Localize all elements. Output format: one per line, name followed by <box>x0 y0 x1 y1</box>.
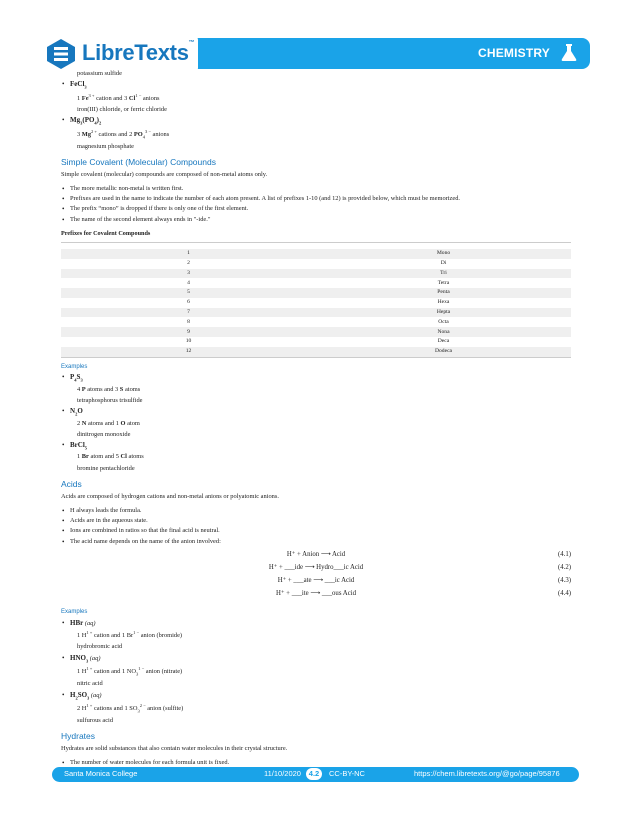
acid-name: nitric acid <box>77 680 103 688</box>
acid-name: sulfurous acid <box>77 717 114 725</box>
prefix-name-cell: Dodeca <box>316 347 571 357</box>
prefix-number-cell: 9 <box>61 327 316 337</box>
atom-description: 1 Br atom and 5 Cl atoms <box>77 453 144 461</box>
section-heading-hydrates: Hydrates <box>61 731 96 742</box>
prefix-table <box>61 242 571 358</box>
line-potassium-sulfide: potassium sulfide <box>77 70 122 77</box>
list-item: • FeCl$_3$ <box>61 80 571 90</box>
ion-description: 1 $Fe^{3 +}$ cation and 3 $Cl^{1 -}$ anions <box>77 92 160 102</box>
ion-description: 2 $H^{1 +}$ cations and 1 $SO_3^{2 -}$ anion (sulfite) <box>77 702 184 714</box>
prefix-name-cell: Octa <box>438 318 449 325</box>
examples-label: Examples <box>61 608 88 615</box>
prefix-name-cell: Tri <box>316 269 571 279</box>
prefix-name-cell: Deca <box>437 338 450 345</box>
compound-name: magnesium phosphate <box>77 142 134 150</box>
prefix-name-cell: Di <box>440 259 447 266</box>
list-item: • BrCl$_5$ <box>61 441 571 451</box>
equation: H⁺ + ___ate ⟶ ___ic Acid (4.3) <box>277 576 571 584</box>
page-content <box>61 70 571 769</box>
flask-icon <box>558 41 580 63</box>
table-row <box>61 259 571 269</box>
ion-description: 3 $Mg^{2 +}$ cations and 2 $PO_4^{3 -}$ anions <box>77 128 170 139</box>
prefix-number-cell: 7 <box>61 308 316 318</box>
equation: H⁺ + ___ide ⟶ Hydro___ic Acid (4.2) <box>268 563 571 571</box>
equation: H⁺ + ___ite ⟶ ___ous Acid (4.4) <box>275 589 571 597</box>
table-row <box>61 249 571 259</box>
prefix-name-cell: Hexa <box>437 299 450 306</box>
prefix-number-cell: 12 <box>61 347 316 357</box>
table-row <box>61 327 571 337</box>
rule-item: • The prefix “mono” is dropped if there is only one of the first element. <box>61 205 571 213</box>
table-row <box>61 337 571 347</box>
section-intro: Simple covalent (molecular) compounds are composed of non-metal atoms only. <box>61 171 268 179</box>
compound-name: iron(III) chloride, or ferric chloride <box>77 106 167 114</box>
list-item: • $P_4S_3$ <box>61 373 571 383</box>
footer-date: 11/10/2020 <box>264 769 301 778</box>
compound-name: dinitrogen monoxide <box>77 430 131 438</box>
rule-item: • H always leads the formula. <box>61 507 571 515</box>
prefix-name-cell: Penta <box>316 288 571 298</box>
footer-url-link[interactable]: https://chem.libretexts.org/@go/page/95876 <box>414 769 560 778</box>
prefix-number-cell: 3 <box>61 269 316 279</box>
rule-item: • The acid name depends on the name of the anion involved: <box>61 538 571 546</box>
list-item: • $H_2SO_3$ (aq) <box>61 691 571 701</box>
brand-name: LibreTexts™ <box>82 40 195 65</box>
table-title: Prefixes for Covalent Compounds <box>61 229 151 237</box>
libretexts-logo-icon <box>44 38 78 70</box>
section-intro: Acids are composed of hydrogen cations and non-metal anions or polyatomic anions. <box>61 493 279 501</box>
ion-description: 1 $H^{1 +}$ cation and 1 $NO_3^{1 -}$ anion (nitrate) <box>77 665 183 677</box>
page-footer <box>52 767 579 782</box>
rule-item: • Acids are in the aqueous state. <box>61 517 571 525</box>
rule-item: • The name of the second element always ends in "-ide." <box>61 216 571 224</box>
rule-item: • Prefixes are used in the name to indicate the number of each atom present. A list of prefixes 1-10 (and 12) is provided below, which must be memorized. <box>61 195 571 203</box>
atom-description: 4 P atoms and 3 S atoms <box>77 385 141 393</box>
table-row <box>61 269 571 279</box>
rule-item: • The more metallic non-metal is written first. <box>61 185 571 193</box>
equation: H⁺ + Anion ⟶ Acid (4.1) <box>286 550 571 558</box>
compound-name: bromine pentachloride <box>77 464 135 472</box>
prefix-number-cell: 2 <box>187 259 190 266</box>
list-item: • HBr (aq) <box>61 619 571 628</box>
ion-description: 1 $H^{1 +}$ cation and 1 $Br^{1 -}$ anion (bromide) <box>77 629 183 640</box>
acid-name: hydrobromic acid <box>77 643 123 651</box>
table-row <box>61 298 571 308</box>
table-row <box>61 317 571 327</box>
prefix-name-cell: Mono <box>316 249 571 259</box>
table-row <box>61 288 571 298</box>
page-number-badge: 4.2 <box>306 768 322 780</box>
atom-description: 2 N atoms and 1 O atom <box>77 419 140 427</box>
table-row <box>61 308 571 318</box>
examples-label: Examples <box>61 363 88 370</box>
category-label[interactable]: CHEMISTRY <box>477 46 550 60</box>
prefix-number-cell: 5 <box>61 288 316 298</box>
prefix-name-cell: Hepta <box>316 308 571 318</box>
prefix-number-cell: 1 <box>61 249 316 259</box>
rule-item: • Ions are combined in ratios so that the final acid is neutral. <box>61 527 571 535</box>
table-row <box>61 347 571 357</box>
list-item: • $N_2O$ <box>61 407 571 417</box>
list-item: • $HNO_3$ (aq) <box>61 654 571 664</box>
section-intro: Hydrates are solid substances that also contain water molecules in their crystal structure. <box>61 745 288 753</box>
footer-institution: Santa Monica College <box>64 769 138 778</box>
rule-item: • The number of water molecules for each formula unit is fixed. <box>61 759 571 767</box>
footer-license[interactable]: CC-BY-NC <box>329 769 365 778</box>
prefix-number-cell: 10 <box>185 338 192 345</box>
page-header <box>0 0 630 76</box>
compound-name: tetraphosphorus trisulfide <box>77 397 143 405</box>
prefix-name-cell: Tetra <box>437 279 450 286</box>
prefix-number-cell: 6 <box>187 299 190 306</box>
prefix-name-cell: Nona <box>316 327 571 337</box>
libretexts-logo[interactable] <box>38 36 198 72</box>
prefix-number-cell: 8 <box>187 318 190 325</box>
list-item: • $Mg_3(PO_4)_2$ <box>61 116 571 126</box>
section-heading-acids: Acids <box>61 479 82 490</box>
prefix-number-cell: 4 <box>187 279 190 286</box>
section-heading-covalent: Simple Covalent (Molecular) Compounds <box>61 157 216 168</box>
table-row <box>61 278 571 288</box>
